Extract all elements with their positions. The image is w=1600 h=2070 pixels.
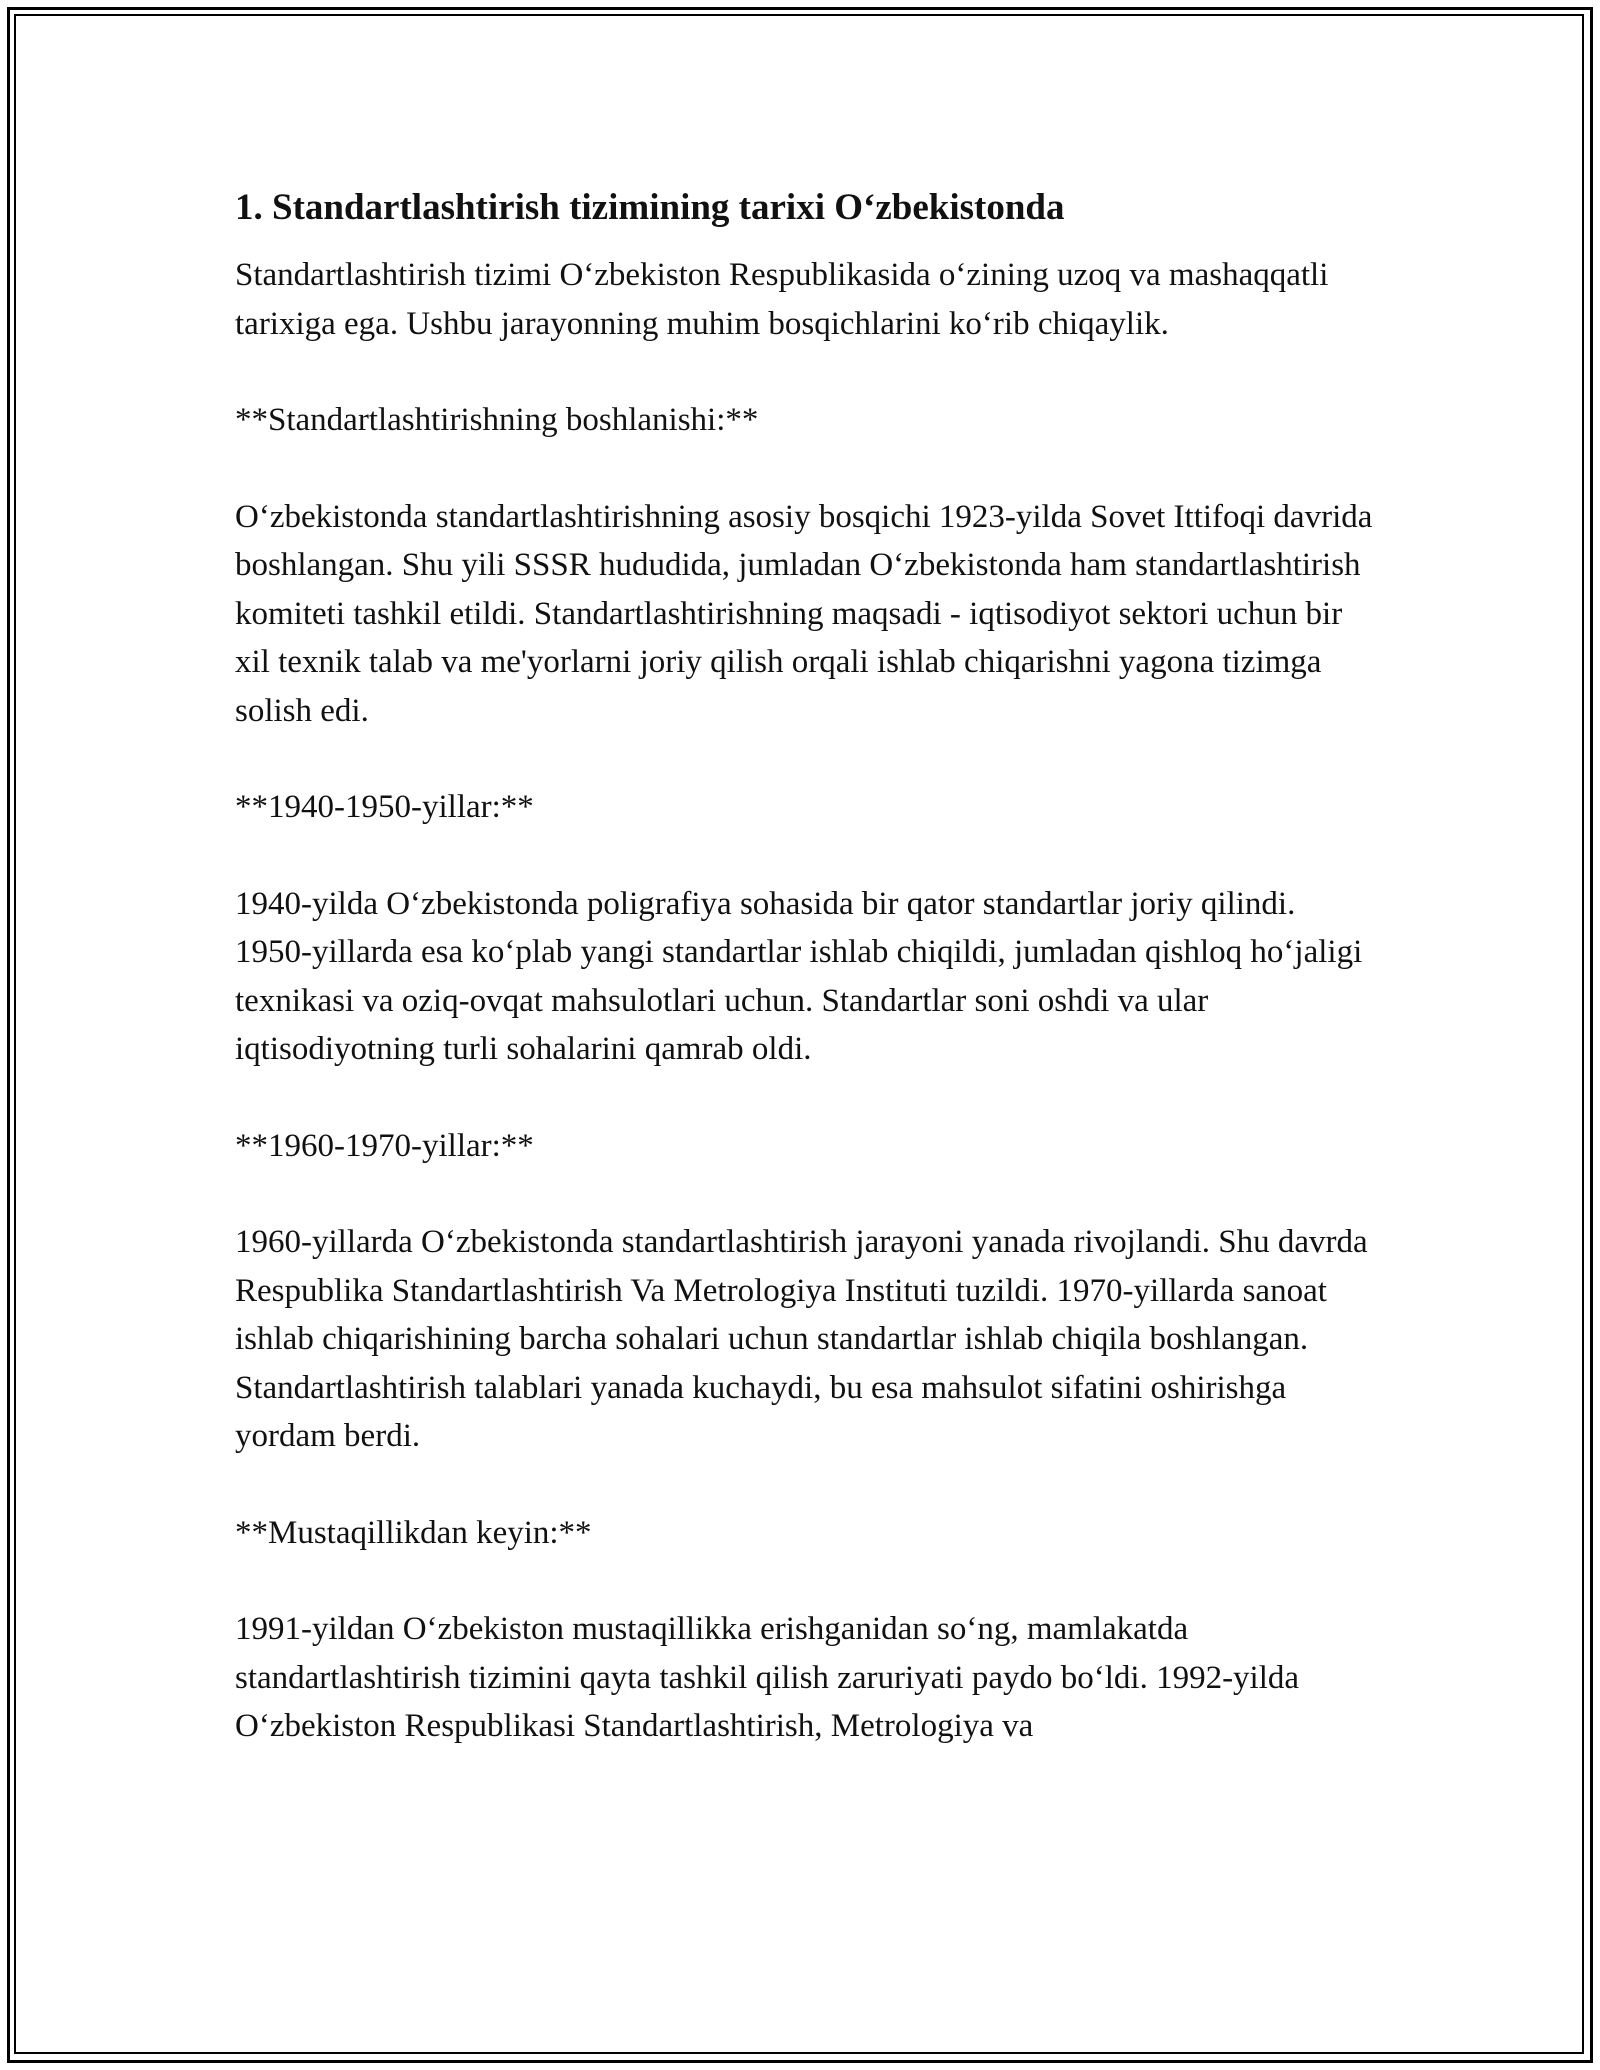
- paragraph-beginning: O‘zbekistonda standartlashtirishning asosiy bosqichi 1923-yilda Sovet Ittifoqi davrida boshlangan. Shu yili SSSR hududida, jumladan O‘zbekistonda ham standartlashtirish komiteti tashkil etildi. Standartlashtirishning maqsadi - iqtisodiyot sektori uchun bir xil texnik talab va me'yorlarni joriy qilish orqali ishlab chiqarishni yagona tizimga solish edi.: [235, 498, 1373, 729]
- subheading-after-independence: **Mustaqillikdan keyin:**: [235, 1514, 592, 1551]
- subheading-1940-1950: **1940-1950-yillar:**: [235, 789, 534, 825]
- intro-paragraph: Standartlashtirish tizimi O‘zbekiston Respublikasida o‘zining uzoq va mashaqqatli tarixiga ega. Ushbu jarayonning muhim bosqichlarini ko‘rib chiqaylik.: [235, 257, 1329, 342]
- subheading-1960-1970: **1960-1970-yillar:**: [235, 1127, 534, 1164]
- document-body: [235, 185, 1375, 1799]
- section-heading: 1. Standartlashtirish tizimining tarixi O‘zbekistonda: [235, 187, 1065, 228]
- paragraph-after-independence: 1991-yildan O‘zbekiston mustaqillikka erishganidan so‘ng, mamlakatda standartlashtirish tizimini qayta tashkil qilish zaruriyati paydo bo‘ldi. 1992-yilda O‘zbekiston Respublikasi Standartlashtirish, Metrologiya va: [235, 1611, 1300, 1744]
- paragraph-1940-1950: 1940-yilda O‘zbekistonda poligrafiya sohasida bir qator standartlar joriy qilindi. 1950-yillarda esa ko‘plab yangi standartlar ishlab chiqildi, jumladan qishloq ho‘jaligi texnikasi va oziq-ovqat mahsulotlari uchun. Standartlar soni oshdi va ular iqtisodiyotning turli sohalarini qamrab oldi.: [235, 885, 1363, 1067]
- paragraph-1960-1970: 1960-yillarda O‘zbekistonda standartlashtirish jarayoni yanada rivojlandi. Shu davrda Respublika Standartlashtirish Va Metrologiya Instituti tuzildi. 1970-yillarda sanoat ishlab chiqarishining barcha sohalari uchun standartlar ishlab chiqila boshlangan. Standartlashtirish talablari yanada kuchaydi, bu esa mahsulot sifatini oshirishga yordam berdi.: [235, 1224, 1368, 1454]
- subheading-beginning: **Standartlashtirishning boshlanishi:**: [235, 402, 759, 438]
